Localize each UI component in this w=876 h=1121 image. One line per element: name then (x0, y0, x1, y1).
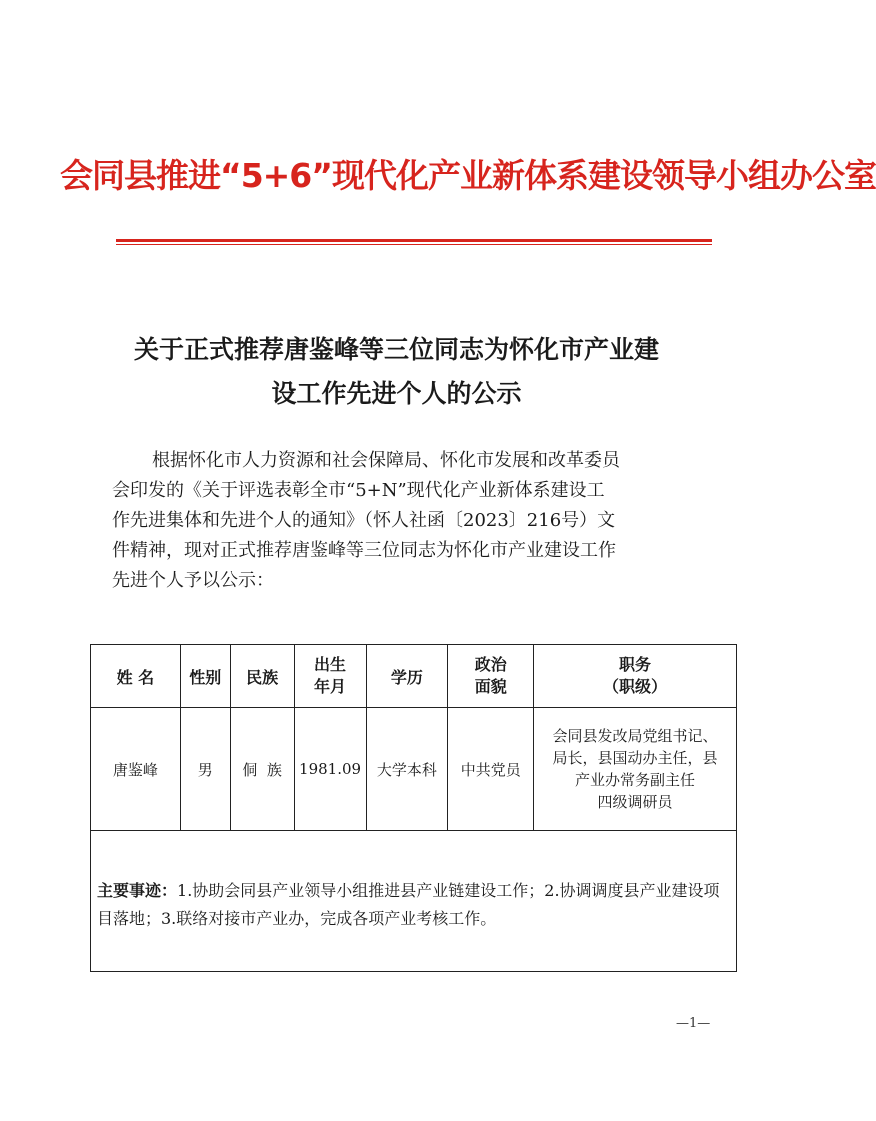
title-line-2: 设工作先进个人的公示 (271, 379, 522, 408)
letterhead-rule-thin (116, 244, 712, 245)
deeds-text: 1.协助会同县产业领导小组推进县产业链建设工作；2.协调调度县产业建设项目落地；3.联络对接市产业办，完成各项产业考核工作。 (97, 881, 720, 928)
deeds-cell (91, 831, 737, 972)
header-political: 政治 面貌 (448, 645, 534, 708)
letterhead-title: 会同县推进“5+6”现代化产业新体系建设领导小组办公室 (60, 156, 876, 195)
header-ethnicity: 民族 (230, 645, 294, 708)
body-line-5: 先进个人予以公示： (112, 570, 274, 591)
header-gender: 性别 (180, 645, 230, 708)
cell-education: 大学本科 (366, 708, 448, 831)
cell-ethnicity: 侗 族 (230, 708, 294, 831)
position-line-1: 会同县发改局党组书记、 (552, 727, 718, 745)
cell-position (534, 708, 737, 831)
cell-gender: 男 (180, 708, 230, 831)
table-row (91, 708, 737, 831)
cell-birth: 1981.09 (294, 708, 366, 831)
letterhead-rule-thick (116, 239, 712, 242)
body-paragraph (112, 446, 716, 596)
position-line-2: 局长，县国动办主任，县 (552, 749, 718, 767)
title-line-1: 关于正式推荐唐鉴峰等三位同志为怀化市产业建 (133, 335, 659, 364)
document-title (80, 328, 713, 416)
header-birth: 出生 年月 (294, 645, 366, 708)
header-education: 学历 (366, 645, 448, 708)
cell-name: 唐鉴峰 (91, 708, 181, 831)
position-line-3: 产业办常务副主任 (575, 771, 696, 789)
deeds-label: 主要事迹： (97, 881, 178, 900)
position-line-4: 四级调研员 (597, 793, 673, 811)
header-name: 姓 名 (91, 645, 181, 708)
body-line-4: 件精神，现对正式推荐唐鉴峰等三位同志为怀化市产业建设工作 (112, 540, 616, 561)
body-line-2: 会印发的《关于评选表彰全市“5+N”现代化产业新体系建设工 (112, 480, 605, 501)
nominee-table (90, 644, 737, 972)
page-number: —1— (676, 1016, 711, 1031)
deeds-row (91, 831, 737, 972)
header-position: 职务 （职级） (534, 645, 737, 708)
body-line-3: 作先进集体和先进个人的通知》（怀人社函〔2023〕216号）文 (112, 510, 616, 531)
table-header-row (91, 645, 737, 708)
body-line-1: 根据怀化市人力资源和社会保障局、怀化市发展和改革委员 (152, 450, 620, 471)
cell-political: 中共党员 (448, 708, 534, 831)
